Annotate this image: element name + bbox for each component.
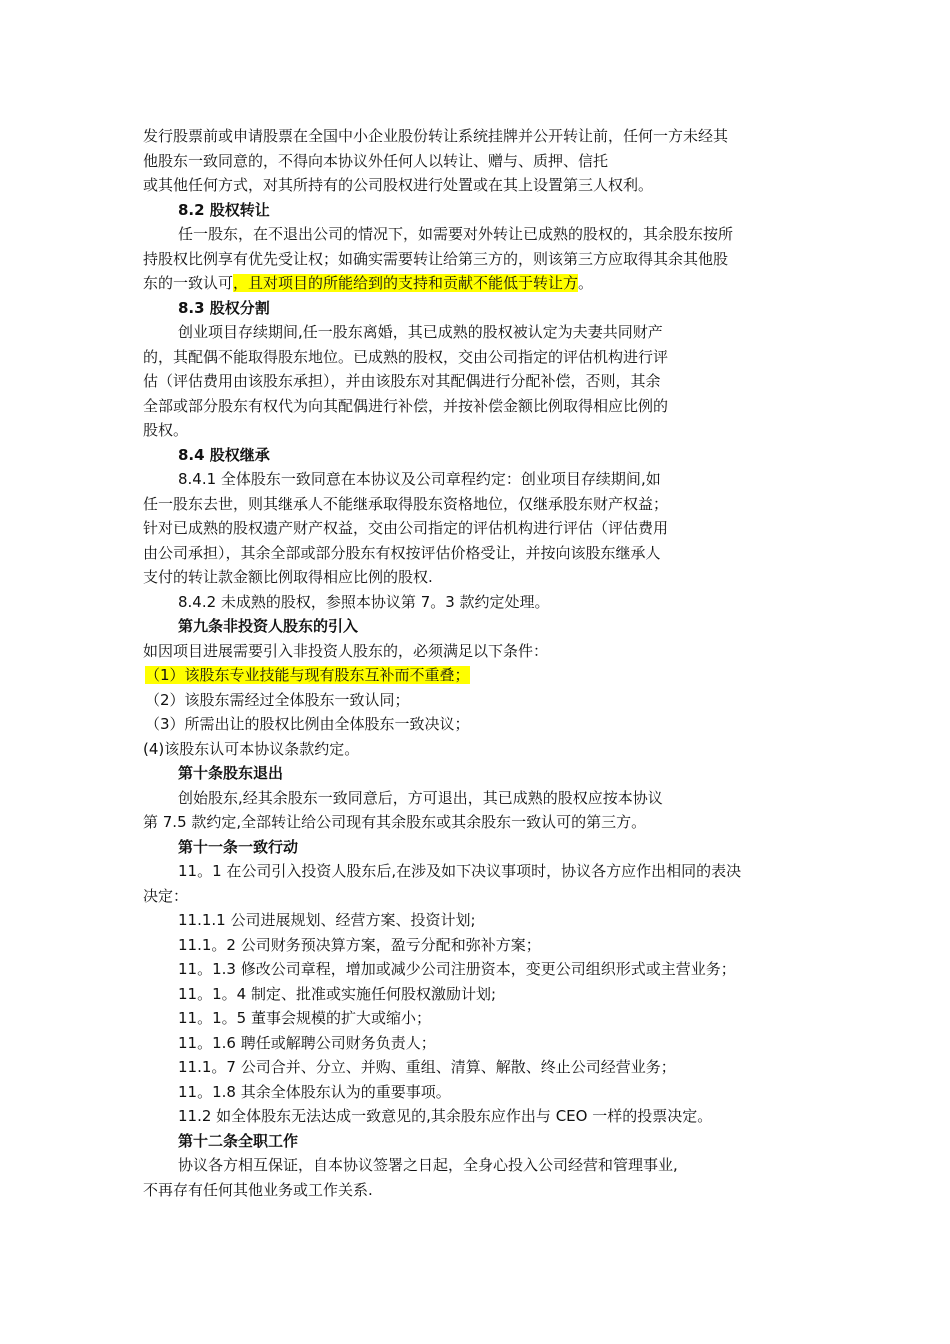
section-heading-article-12: 第十二条全职工作 [178,1131,299,1150]
paragraph-line-with-highlight [143,271,813,296]
text-run: 东的一致认可 [143,274,234,292]
paragraph-line: 由公司承担），其余全部或部分股东有权按评估价格受让，并按向该股东继承人 [143,543,661,562]
section-heading-8-4: 8.4 股权继承 [178,445,270,464]
paragraph-line: 全部或部分股东有权代为向其配偶进行补偿，并按补偿金额比例取得相应比例的 [143,396,669,415]
list-item: 11.1.1 公司进展规划、经营方案、投资计划; [178,911,476,929]
list-item: 11。1.3 修改公司章程，增加或减少公司注册资本，变更公司组织形式或主营业务； [178,960,736,978]
paragraph-line: 协议各方相互保证，自本协议签署之日起，全身心投入公司经营和管理事业, [178,1156,678,1174]
paragraph-line: 发行股票前或申请股票在全国中小企业股份转让系统挂牌并公开转让前，任何一方未经其 [143,127,729,145]
paragraph-line: 决定： [143,886,189,905]
text-run: 。 [578,274,594,292]
paragraph-line: 针对已成熟的股权遗产财产权益，交由公司指定的评估机构进行评估（评估费用 [143,519,669,537]
section-heading-8-2: 8.2 股权转让 [178,200,270,219]
list-item: 11。1.8 其余全体股东认为的重要事项。 [178,1082,451,1101]
paragraph-line: 如因项目进展需要引入非投资人股东的，必须满足以下条件： [143,641,549,660]
list-item: 11。1.6 聘任或解聘公司财务负责人； [178,1033,436,1052]
paragraph-line: 支付的转让款金额比例取得相应比例的股权. [143,568,433,586]
list-item: 11.1。2 公司财务预决算方案，盈亏分配和弥补方案； [178,935,541,954]
paragraph-line: 创业项目存续期间,任一股东离婚，其已成熟的股权被认定为夫妻共同财产 [178,323,663,341]
list-item: 11。1。5 董事会规模的扩大或缩小； [178,1009,431,1027]
section-heading-8-3: 8.3 股权分割 [178,298,270,317]
paragraph-line: 或其他任何方式，对其所持有的公司股权进行处置或在其上设置第三人权利。 [143,176,654,194]
paragraph-line: 不再存有任何其他业务或工作关系. [143,1180,373,1199]
paragraph-line: 11.2 如全体股东无法达成一致意见的,其余股东应作出与 CEO 一样的投票决定。 [178,1107,713,1125]
highlighted-text: （1）该股东专业技能与现有股东互补而不重叠； [145,666,470,684]
paragraph-line: 持股权比例享有优先受让权；如确实需要转让给第三方的，则该第三方应取得其余其他股 [143,249,729,268]
section-heading-article-11: 第十一条一致行动 [178,837,299,856]
paragraph-line: 他股东一致同意的，不得向本协议外任何人以转让、赠与、质押、信托 [143,151,609,170]
condition-item-1 [143,663,813,688]
condition-item-2: （2）该股东需经过全体股东一致认同； [145,690,410,709]
paragraph-line: 8.4.1 全体股东一致同意在本协议及公司章程约定：创业项目存续期间,如 [178,470,661,488]
paragraph-line: 任一股东去世，则其继承人不能继承取得股东资格地位，仅继承股东财产权益； [143,494,669,513]
section-heading-article-9: 第九条非投资人股东的引入 [178,617,359,635]
document-body [143,124,813,1202]
paragraph-line: 创始股东,经其余股东一致同意后，方可退出，其已成熟的股权应按本协议 [178,788,663,807]
paragraph-line: 第 7.5 款约定,全部转让给公司现有其余股东或其余股东一致认可的第三方。 [143,813,647,831]
paragraph-line: 股权。 [143,421,189,439]
condition-item-3: （3）所需出让的股权比例由全体股东一致决议； [145,715,470,733]
list-item: 11。1。4 制定、批准或实施任何股权激励计划; [178,984,496,1003]
paragraph-line: 估（评估费用由该股东承担），并由该股东对其配偶进行分配补偿，否则，其余 [143,372,661,390]
highlighted-text: ，且对项目的所能给到的支持和贡献不能低于转让方 [233,274,579,292]
section-heading-article-10: 第十条股东退出 [178,764,284,782]
condition-item-4: (4)该股东认可本协议条款约定。 [143,739,360,758]
list-item: 11.1。7 公司合并、分立、并购、重组、清算、解散、终止公司经营业务； [178,1058,676,1076]
paragraph-line: 任一股东，在不退出公司的情况下，如需要对外转让已成熟的股权的，其余股东按所 [178,225,734,243]
paragraph-line: 的，其配偶不能取得股东地位。已成熟的股权，交由公司指定的评估机构进行评 [143,347,669,366]
paragraph-line: 8.4.2 未成熟的股权，参照本协议第 7。3 款约定处理。 [178,592,550,611]
paragraph-line: 11。1 在公司引入投资人股东后,在涉及如下决议事项时，协议各方应作出相同的表决 [178,862,742,880]
